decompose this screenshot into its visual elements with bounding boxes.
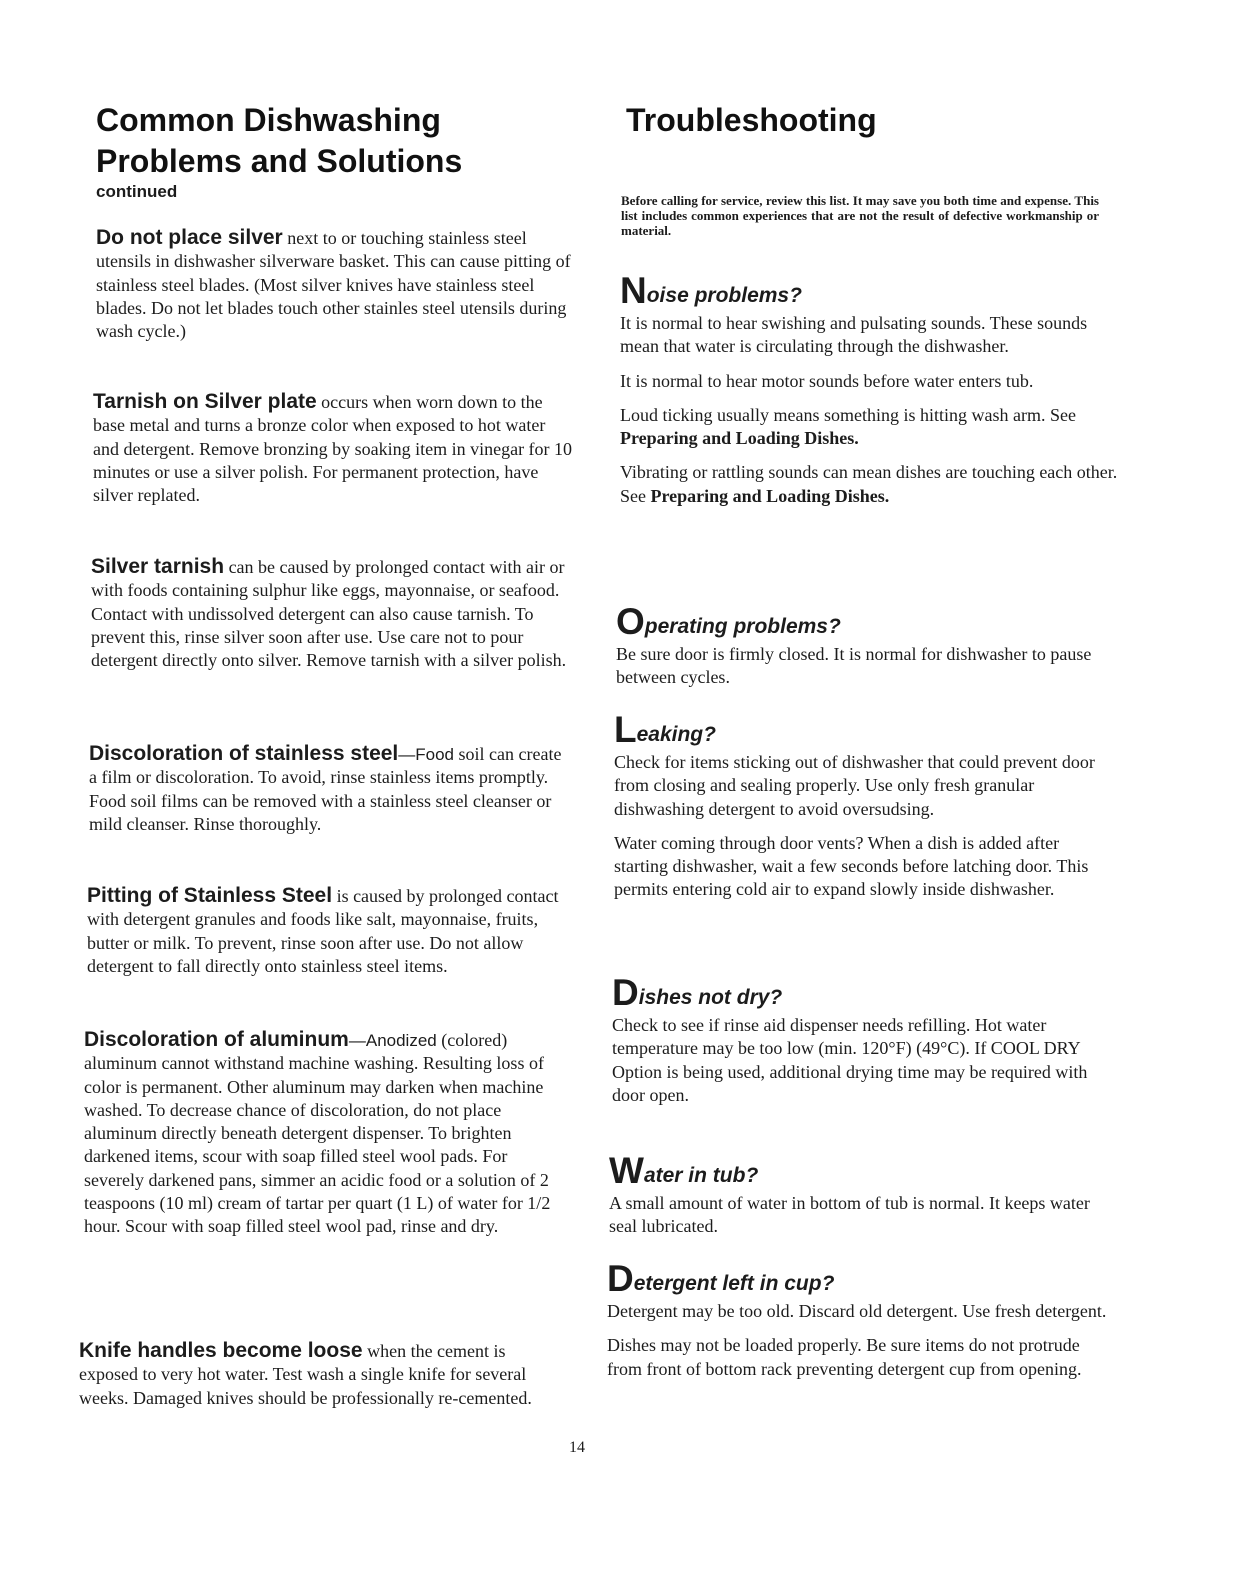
- paragraph: Water coming through door vents? When a dish is added after starting dishwasher, wait a few seconds before latching door. This permits entering cold air to expand slowly inside dishwasher.: [614, 832, 1089, 900]
- page-number: 14: [569, 1439, 585, 1456]
- paragraph: It is normal to hear swishing and pulsating sounds. These sounds mean that water is circulating through the dishwasher.: [620, 313, 1088, 357]
- item-text: can be caused by prolonged contact with air or with foods containing sulphur like eggs, mayonnaise, or seafood. Contact with undissolved detergent can also cause tarnish. To prevent this, rinse silver soon after use. Use care not to pour detergent directly onto silver. Remove tarnish with a silver polish.: [91, 557, 567, 671]
- item-lead: Discoloration of aluminum: [84, 1028, 349, 1051]
- paragraph: It is normal to hear motor sounds before water enters tub.: [620, 370, 1034, 391]
- section-leaking: [614, 711, 1114, 913]
- item-pitting-stainless: [87, 884, 567, 978]
- item-knife-handles: [79, 1339, 559, 1410]
- item-discoloration-aluminum: [84, 1028, 564, 1239]
- section-noise: [620, 272, 1120, 519]
- paragraph: Check to see if rinse aid dispenser needs refilling. Hot water temperature may be too low (min. 120°F) (49°C). If COOL DRY Option is being used, additional drying time may be required with door open.: [612, 1015, 1088, 1105]
- section-detergent-left: [607, 1260, 1107, 1392]
- item-lead: Discoloration of stainless steel: [89, 742, 399, 765]
- item-lead-small: —Anodized: [348, 1031, 437, 1050]
- paragraph: Dishes may not be loaded properly. Be sure items do not protrude from front of bottom rack preventing detergent cup from opening.: [607, 1335, 1082, 1379]
- item-text: is caused by prolonged contact with detergent granules and foods like salt, mayonnaise, fruits, butter or milk. To prevent, rinse soon after use. Do not allow detergent to fall directly onto stainless steel items.: [87, 886, 559, 976]
- section-title: Detergent left in cup?: [607, 1258, 835, 1299]
- item-lead: Do not place silver: [96, 226, 283, 249]
- cross-reference: Preparing and Loading Dishes.: [650, 485, 890, 506]
- troubleshooting-intro: Before calling for service, review this list. It may save you both time and expense. This list includes common experiences that are not the result of defective workmanship or material.: [621, 193, 1099, 238]
- item-silver-tarnish: [91, 555, 571, 672]
- item-silver-contact: [96, 226, 576, 343]
- section-dishes-not-dry: [612, 974, 1112, 1118]
- page-title-line2: Problems and Solutions: [96, 143, 463, 179]
- item-lead: Silver tarnish: [91, 555, 225, 578]
- paragraph: Loud ticking usually means something is hitting wash arm. See Preparing and Loading Dishes.: [620, 404, 1076, 449]
- paragraph: Check for items sticking out of dishwasher that could prevent door from closing and sealing properly. Use only fresh granular dishwashing detergent to avoid oversudsing.: [614, 752, 1095, 819]
- continued-label: continued: [96, 182, 178, 201]
- item-lead-small: —Food: [398, 745, 455, 764]
- section-title: Leaking?: [614, 709, 716, 750]
- section-title: Operating problems?: [616, 601, 841, 642]
- paragraph: Detergent may be too old. Discard old detergent. Use fresh detergent.: [607, 1301, 1107, 1321]
- item-text: occurs when worn down to the base metal and turns a bronze color when exposed to hot water and detergent. Remove bronzing by soaking item in vinegar for 10 minutes or use a silver polish. For permanent protection, have silver replated.: [93, 392, 573, 506]
- paragraph: A small amount of water in bottom of tub is normal. It keeps water seal lubricated.: [609, 1193, 1090, 1237]
- item-text: (colored) aluminum cannot withstand machine washing. Resulting loss of color is permanent. Other aluminum may darken when machine washed. To decrease chance of discoloration, do not place aluminum directly beneath detergent dispenser. To brighten darkened items, scour with soap filled steel wool pads. For severely darkened pans, simmer an acidic food or a solution of 2 teaspoons (10 ml) cream of tartar per quart (1 L) of water for 1/2 hour. Scour with soap filled steel wool pad, rinse and dry.: [84, 1030, 551, 1237]
- paragraph: Be sure door is firmly closed. It is normal for dishwasher to pause between cycles.: [616, 644, 1092, 688]
- item-text: when the cement is exposed to very hot water. Test wash a single knife for several weeks. Damaged knives should be professionally re-cemented.: [79, 1341, 532, 1408]
- item-tarnish-silver-plate: [93, 390, 573, 507]
- paragraph: Vibrating or rattling sounds can mean dishes are touching each other. See Preparing and Loading Dishes.: [620, 462, 1118, 506]
- left-heading: [96, 100, 596, 202]
- cross-reference: Preparing and Loading Dishes.: [620, 428, 859, 449]
- item-lead: Pitting of Stainless Steel: [87, 884, 333, 907]
- section-title: Water in tub?: [609, 1150, 759, 1191]
- page-title-line1: Common Dishwashing: [96, 102, 441, 138]
- item-lead: Knife handles become loose: [79, 1339, 363, 1362]
- section-title: Dishes not dry?: [612, 972, 783, 1013]
- item-text: next to or touching stainless steel utensils in dishwasher silverware basket. This can cause pitting of stainless steel blades. (Most silver knives have stainless steel blades. Do not let blades touch other stainles steel utensils during wash cycle.): [96, 228, 571, 342]
- item-text: soil can create a film or discoloration. To avoid, rinse stainless items promptly. Food soil films can be removed with a stainless steel cleanser or mild cleanser. Rinse thoroughly.: [89, 744, 562, 834]
- section-water-in-tub: [609, 1152, 1109, 1250]
- item-discoloration-stainless: [89, 742, 569, 836]
- section-operating: [616, 603, 1116, 701]
- troubleshooting-title: Troubleshooting: [626, 102, 877, 138]
- item-lead: Tarnish on Silver plate: [93, 390, 317, 413]
- section-title: Noise problems?: [620, 270, 802, 311]
